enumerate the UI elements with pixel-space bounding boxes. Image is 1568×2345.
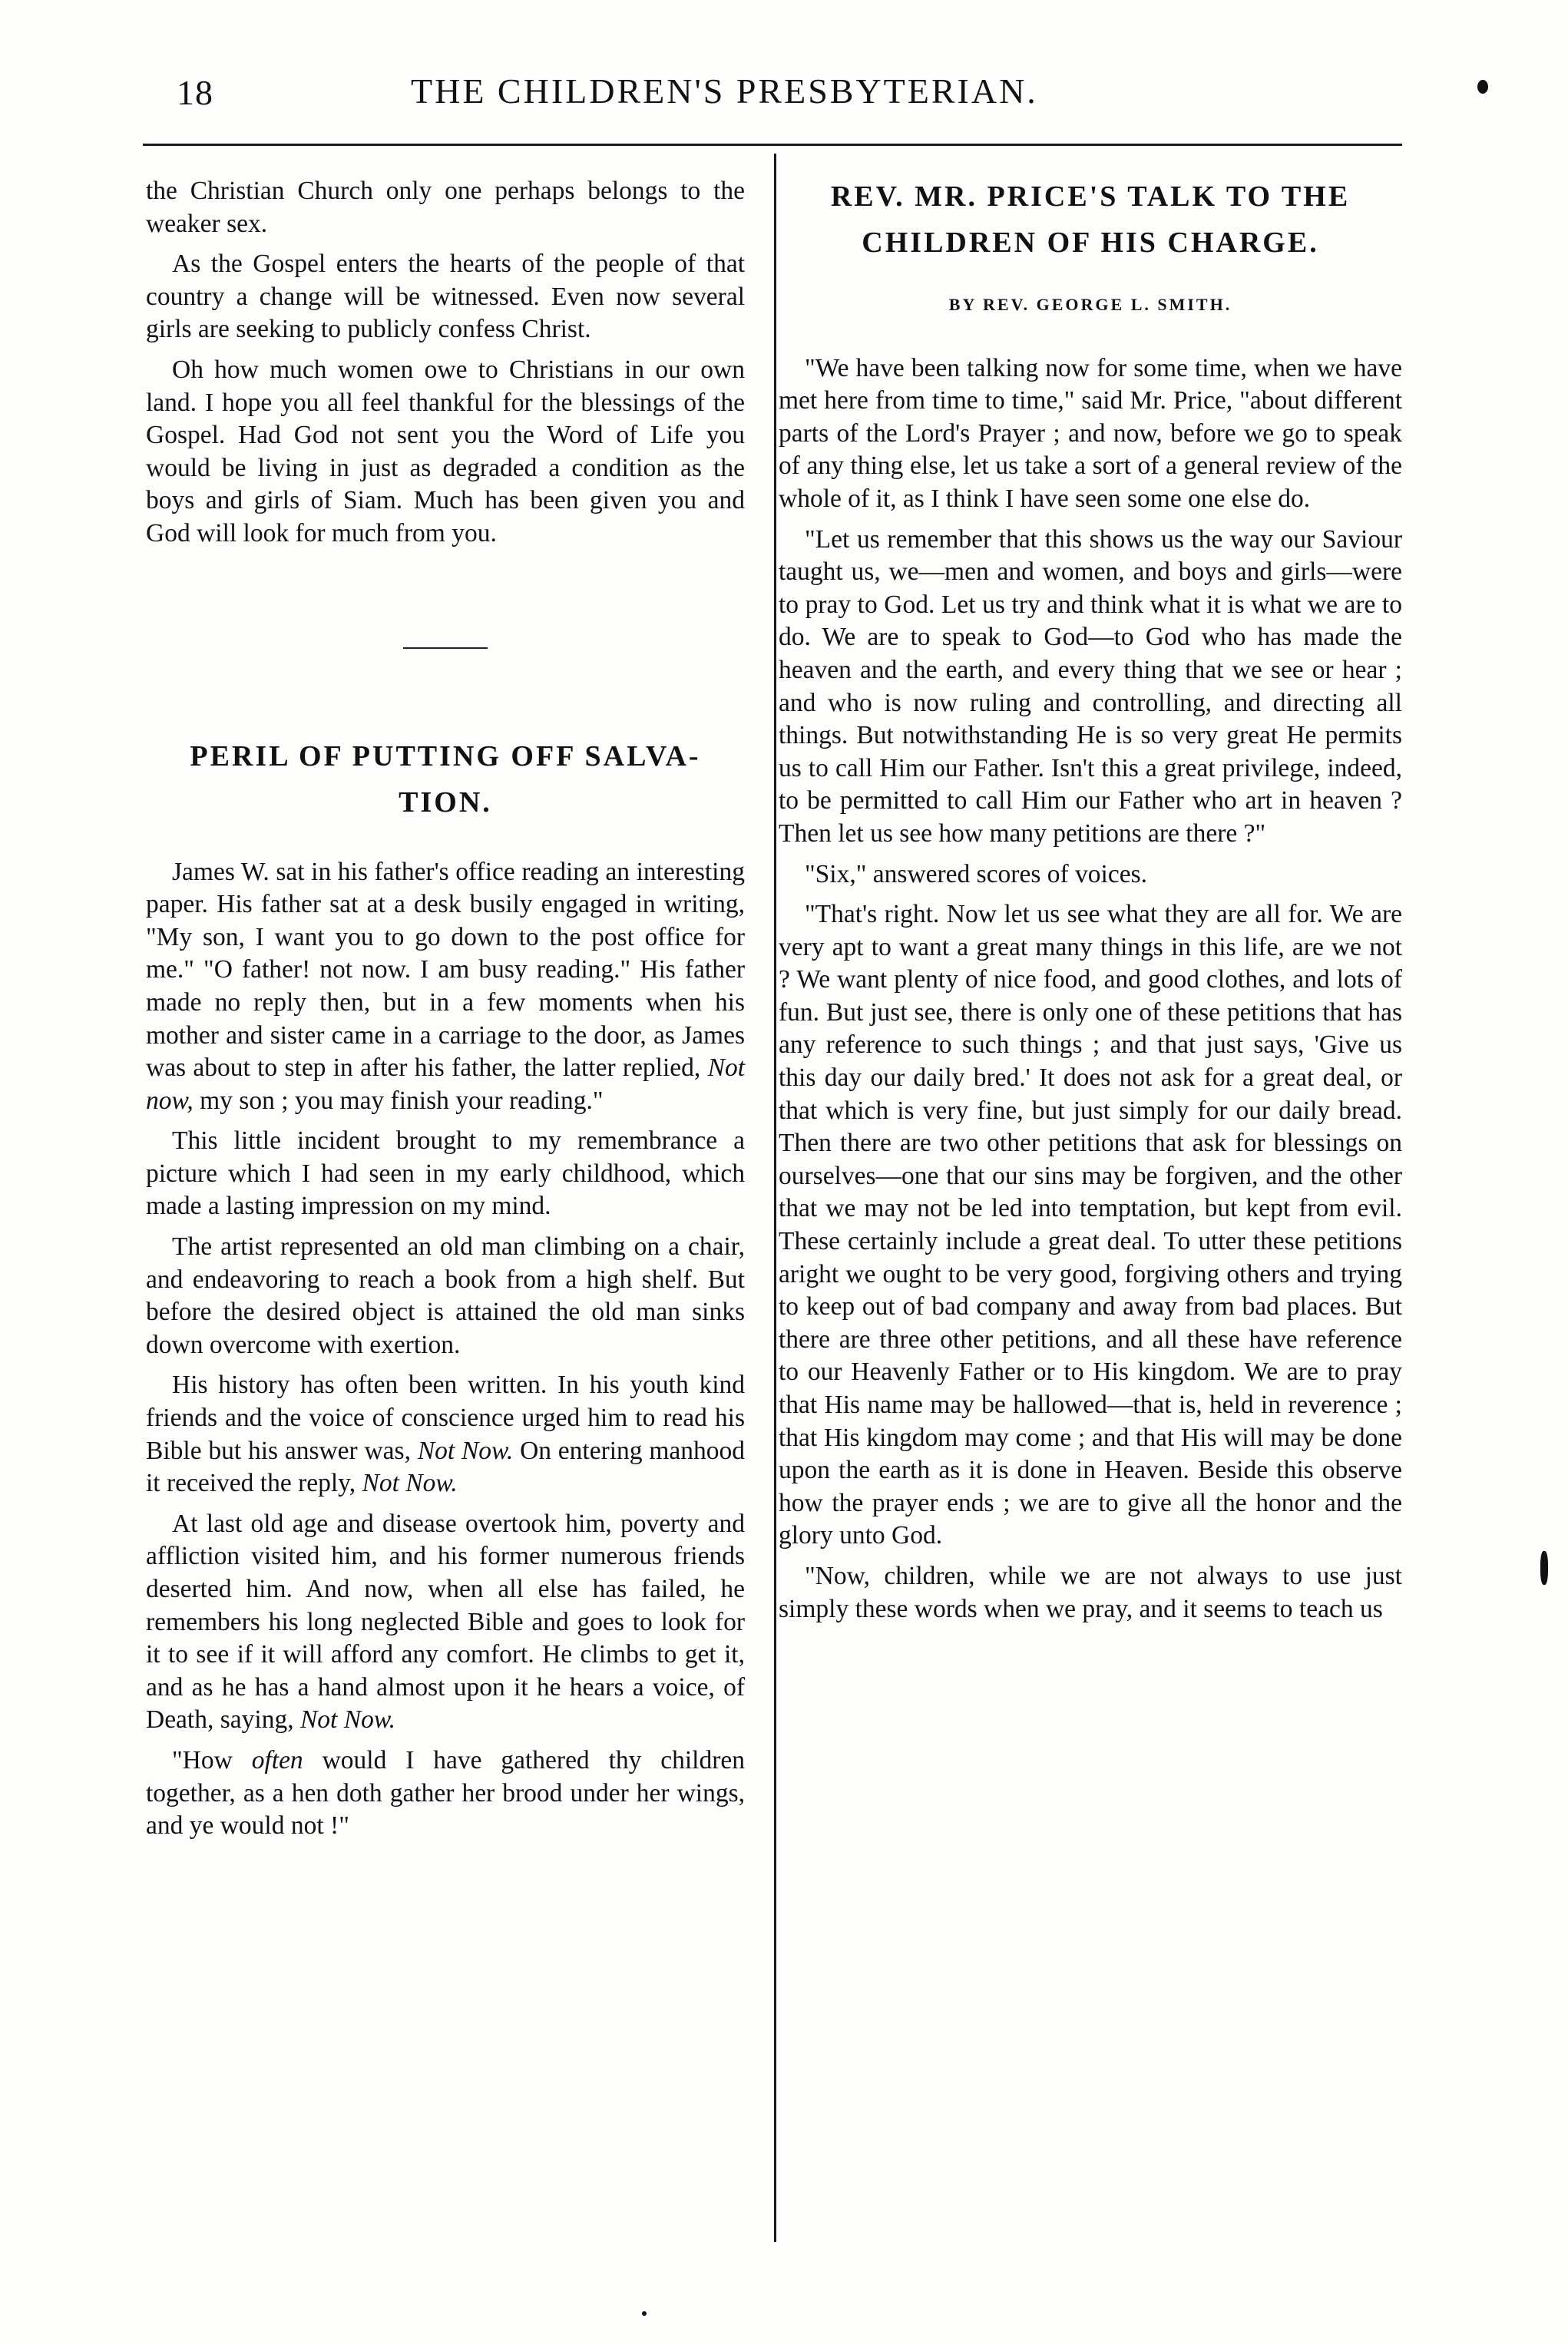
paragraph (146, 1369, 745, 1500)
paragraph: "That's right. Now let us see what they are all for. We are very apt to want a great many things in this life, are we not ? We want plenty of nice food, and good clothes, and lots of fun. But just see, there is only one of these petitions that has any reference to such things ; and that just says, 'Give us this day our daily bred.' It does not ask for a great deal, or that which is very fine, but just simply for our daily bread. Then there are two other petitions that ask for blessings on ourselves—one that our sins may be forgiven, and the other that we may not be led into temptation, but kept from evil. These certainly include a great deal. To utter these petitions aright we ought to be very good, forgiving others and trying to keep out of bad company and away from bad places. But there are three other petitions, and all these have reference to our Heavenly Father or to His kingdom. We are to pray that His name may be hallowed—that is, held in reverence ; that His kingdom may come ; and that His will may be done upon the earth as it is done in Heaven. Beside this observe how the prayer ends ; we are to give all the honor and the glory unto God. (779, 900, 1402, 1550)
left-column (146, 175, 745, 1851)
paragraph-text: James W. sat in his father's office reading an interesting paper. His father sat at a desk busily engaged in writing, "My son, I want you to go down to the post office for me." "O father! not now. I am busy reading." His father made no reply then, but in a few moments when his mother and sister came in a carriage to the door, as James was about to step in after his father, the latter replied, (146, 857, 745, 1083)
page-number: 18 (177, 73, 213, 112)
column-divider (774, 154, 776, 2242)
right-column (779, 174, 1402, 1633)
paragraph-text: would I have gathered thy children together, as a hen doth gather her brood under her wings, and ye would not !" (146, 1745, 746, 1841)
section-divider (403, 647, 488, 649)
paragraph: The artist represented an old man climbing on a chair, and endeavoring to reach a book from a high shelf. But before the desired object is attained the old man sinks down overcome with exertion. (146, 1232, 745, 1359)
running-title: THE CHILDREN'S PRESBYTERIAN. (411, 71, 1038, 111)
paragraph: As the Gospel enters the hearts of the people of that country a change will be witnessed. Even now several girls are seeking to publicly confess Christ. (146, 250, 745, 344)
header-rule (143, 144, 1402, 146)
byline: BY REV. GEORGE L. SMITH. (948, 295, 1232, 314)
paragraph (146, 856, 745, 1118)
paragraph-text: At last old age and disease overtook him, poverty and affliction visited him, and his former numerous friends deserted him. And now, when all else has failed, he remembers his long neglected Bible and goes to look for it to see if it will afford any comfort. He climbs to get it, and as he has a hand almost upon it he hears a voice, of Death, saying, (146, 1509, 745, 1735)
paragraph: "Six," answered scores of voices. (805, 859, 1147, 888)
paragraph: Oh how much women owe to Christians in our own land. I hope you all feel thankful for the blessings of the Gospel. Had God not sent you the Word of Life you would be living in just as degraded a condition as the boys and girls of Siam. Much has been given you and God will look for much from you. (146, 355, 745, 547)
paragraph-text: On entering manhood it received the reply, (146, 1436, 746, 1498)
italic-phrase: Not Now. (417, 1436, 514, 1465)
italic-phrase: Not Now. (299, 1705, 396, 1735)
title-spacing (146, 825, 745, 856)
italic-phrase: Not now, (146, 1053, 745, 1115)
article-title-price: REV. MR. PRICE'S TALK TO THE CHILDREN OF HIS CHARGE. (830, 180, 1351, 259)
paragraph: the Christian Church only one perhaps belongs to the weaker sex. (146, 177, 745, 238)
paragraph: "Now, children, while we are not always to use just simply these words when we pray, and it seems to teach us (779, 1561, 1402, 1623)
italic-phrase: often (251, 1745, 303, 1774)
article-title-peril: PERIL OF PUTTING OFF SALVA-TION. (190, 739, 701, 819)
paragraph (146, 1508, 745, 1737)
ink-speck (1477, 80, 1488, 94)
ink-speck (1540, 1551, 1548, 1585)
paragraph (146, 1745, 745, 1843)
paragraph: "We have been talking now for some time, when we have met here from time to time," said Mr. Price, "about different parts of the Lord's Prayer ; and now, before we go to speak of any thing else, let us take a sort of a general review of the whole of it, as I think I have seen some one else do. (779, 353, 1402, 513)
paragraph: "Let us remember that this shows us the way our Saviour taught us, we—men and women, and boys and girls—were to pray to God. Let us try and think what it is what we are to do. We are to speak to God—to God who has made the heaven and the earth, and every thing that we see or hear ; and who is now ruling and controlling, and directing all things. But notwithstanding He is so very great He permits us to call Him our Father. Isn't this a great privilege, indeed, to be permitted to call Him our Father who art in heaven ? Then let us see how many petitions are there ?" (779, 524, 1402, 848)
paragraph: This little incident brought to my remembrance a picture which I had seen in my early childhood, which made a lasting impression on my mind. (146, 1126, 745, 1221)
italic-phrase: Not Now. (362, 1469, 458, 1498)
paragraph-text: my son ; you may finish your reading." (200, 1086, 604, 1115)
paragraph-text: "How (172, 1745, 233, 1774)
page-header (177, 71, 1421, 132)
ink-speck (642, 2311, 647, 2316)
paragraph-text: His history has often been written. In his youth kind friends and the voice of conscience urged him to read his Bible but his answer was, (146, 1371, 745, 1465)
